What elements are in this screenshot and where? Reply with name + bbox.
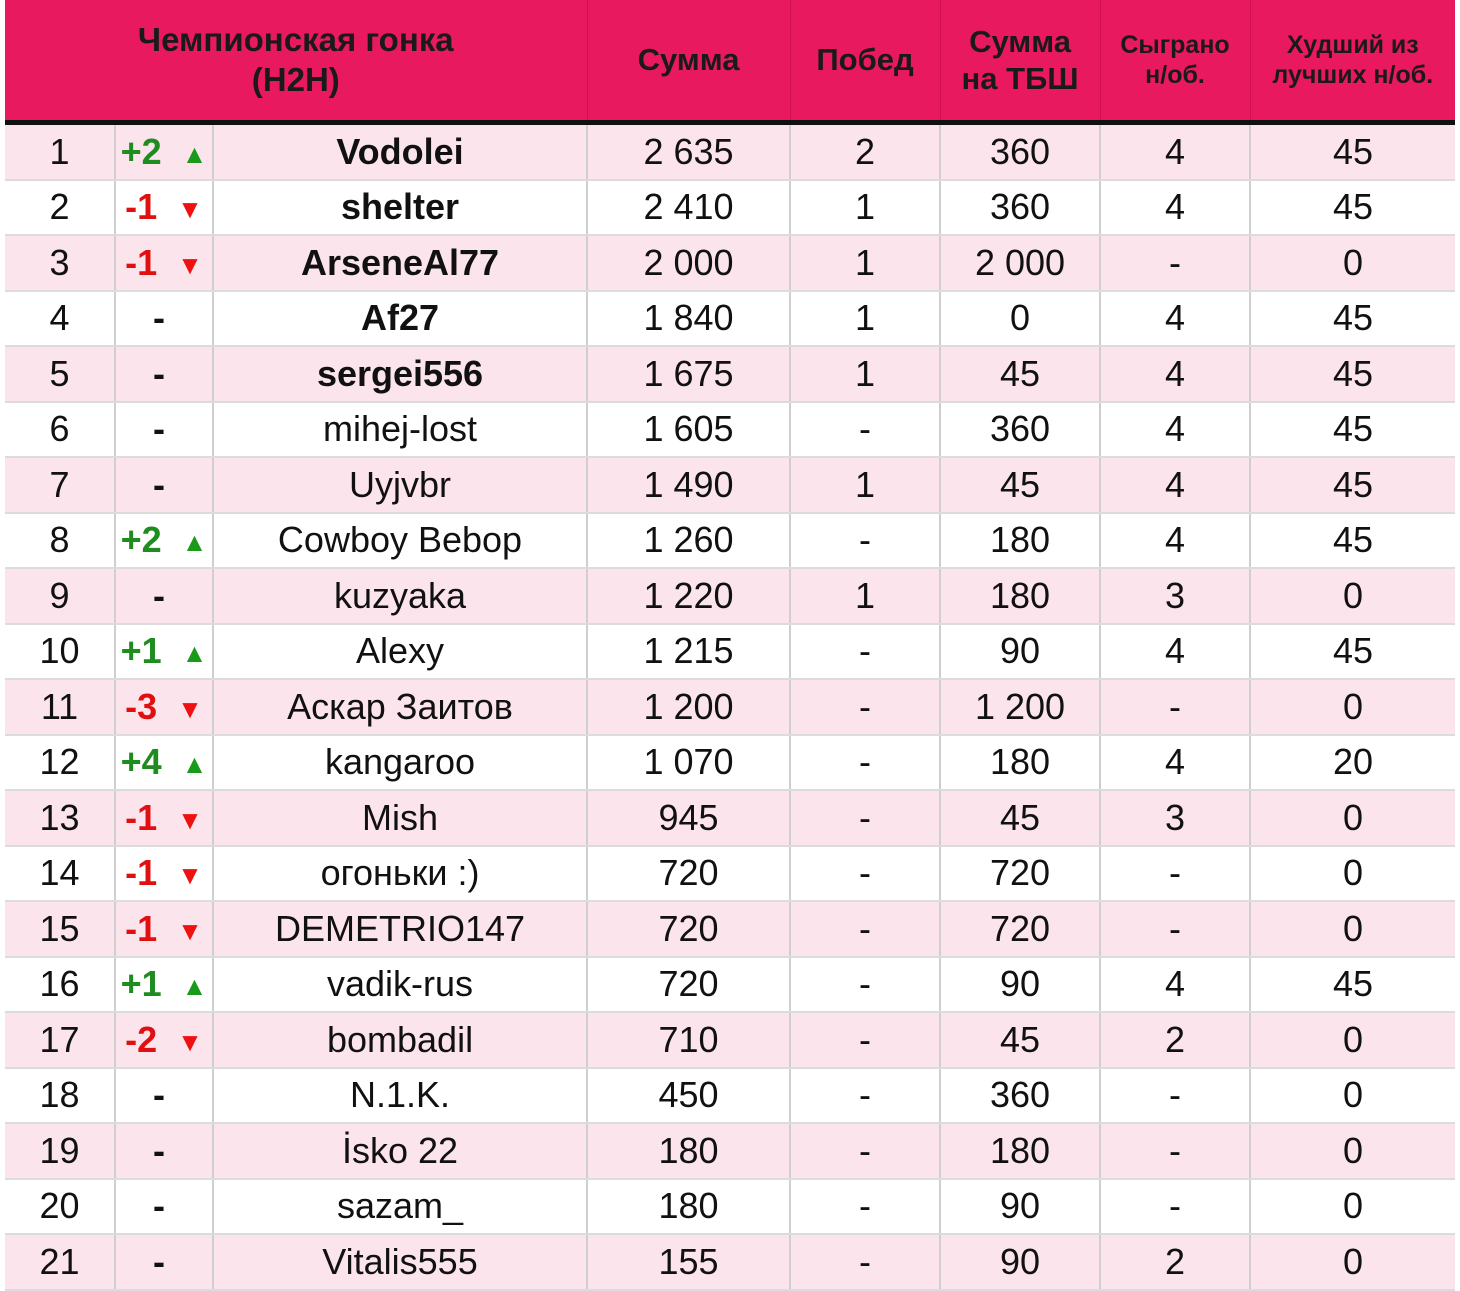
change-cell — [115, 735, 213, 791]
wins-cell: 1 — [790, 457, 940, 513]
header-wins: Побед — [790, 0, 940, 123]
change-cell — [115, 346, 213, 402]
sum-cell: 720 — [587, 846, 790, 902]
table-row — [5, 291, 1455, 347]
rank-cell: 4 — [5, 291, 115, 347]
played-cell: 4 — [1100, 457, 1250, 513]
header-row — [5, 0, 1455, 123]
wins-cell: - — [790, 402, 940, 458]
tbsh-cell: 1 200 — [940, 679, 1100, 735]
sum-cell: 450 — [587, 1068, 790, 1124]
change-cell — [115, 901, 213, 957]
change-value: -3 — [125, 685, 158, 727]
header-tbsh — [940, 0, 1100, 123]
tbsh-cell: 180 — [940, 735, 1100, 791]
tbsh-cell: 0 — [940, 291, 1100, 347]
sum-cell: 1 490 — [587, 457, 790, 513]
tbsh-cell: 2 000 — [940, 235, 1100, 291]
player-name: sergei556 — [213, 346, 587, 402]
wins-cell: - — [790, 957, 940, 1013]
triangle-down-icon: ▼ — [177, 860, 203, 891]
change-value: +2 — [120, 519, 162, 561]
player-name: İsko 22 — [213, 1123, 587, 1179]
player-name: DEMETRIO147 — [213, 901, 587, 957]
table-row — [5, 846, 1455, 902]
change-cell — [115, 1012, 213, 1068]
change-cell — [115, 457, 213, 513]
change-value: - — [153, 408, 165, 450]
change-cell — [115, 624, 213, 680]
change-cell — [115, 235, 213, 291]
header-tbsh-line1: Сумма — [969, 23, 1071, 59]
triangle-up-icon: ▲ — [181, 138, 208, 169]
worst-cell: 45 — [1250, 346, 1455, 402]
worst-cell: 45 — [1250, 402, 1455, 458]
player-name: Vodolei — [213, 123, 587, 180]
rank-cell: 13 — [5, 790, 115, 846]
change-value: -1 — [125, 907, 158, 949]
header-worst-line1: Худший из — [1286, 31, 1419, 59]
change-value: - — [153, 1185, 165, 1227]
change-cell — [115, 1179, 213, 1235]
played-cell: - — [1100, 846, 1250, 902]
rank-cell: 20 — [5, 1179, 115, 1235]
header-title-line1: Чемпионская гонка — [137, 21, 454, 59]
played-cell: - — [1100, 679, 1250, 735]
wins-cell: - — [790, 735, 940, 791]
sum-cell: 1 675 — [587, 346, 790, 402]
worst-cell: 45 — [1250, 123, 1455, 180]
player-name: sazam_ — [213, 1179, 587, 1235]
change-value: -2 — [125, 1018, 158, 1060]
sum-cell: 155 — [587, 1234, 790, 1290]
wins-cell: 1 — [790, 180, 940, 236]
table-body — [5, 123, 1455, 1290]
player-name: Af27 — [213, 291, 587, 347]
rank-cell: 11 — [5, 679, 115, 735]
header-played-line1: Сыграно — [1120, 31, 1230, 59]
played-cell: - — [1100, 1068, 1250, 1124]
table-row — [5, 402, 1455, 458]
table-row — [5, 790, 1455, 846]
worst-cell: 0 — [1250, 846, 1455, 902]
player-name: kuzyaka — [213, 568, 587, 624]
table-row — [5, 901, 1455, 957]
rank-cell: 15 — [5, 901, 115, 957]
wins-cell: - — [790, 846, 940, 902]
rank-cell: 14 — [5, 846, 115, 902]
tbsh-cell: 90 — [940, 624, 1100, 680]
table-row — [5, 624, 1455, 680]
worst-cell: 0 — [1250, 901, 1455, 957]
sum-cell: 180 — [587, 1123, 790, 1179]
wins-cell: - — [790, 790, 940, 846]
change-value: -1 — [125, 852, 158, 894]
wins-cell: 1 — [790, 568, 940, 624]
wins-cell: - — [790, 624, 940, 680]
player-name: shelter — [213, 180, 587, 236]
worst-cell: 0 — [1250, 679, 1455, 735]
tbsh-cell: 360 — [940, 180, 1100, 236]
played-cell: - — [1100, 1179, 1250, 1235]
tbsh-cell: 360 — [940, 402, 1100, 458]
header-played-line2: н/об. — [1145, 61, 1205, 89]
rank-cell: 3 — [5, 235, 115, 291]
change-cell — [115, 846, 213, 902]
sum-cell: 1 220 — [587, 568, 790, 624]
sum-cell: 180 — [587, 1179, 790, 1235]
sum-cell: 2 410 — [587, 180, 790, 236]
header-sum: Сумма — [587, 0, 790, 123]
sum-cell: 1 260 — [587, 513, 790, 569]
worst-cell: 45 — [1250, 957, 1455, 1013]
sum-cell: 1 200 — [587, 679, 790, 735]
change-value: - — [153, 352, 165, 394]
player-name: ArseneAl77 — [213, 235, 587, 291]
tbsh-cell: 180 — [940, 568, 1100, 624]
table-row — [5, 957, 1455, 1013]
played-cell: 4 — [1100, 957, 1250, 1013]
table-row — [5, 346, 1455, 402]
change-cell — [115, 180, 213, 236]
change-cell — [115, 957, 213, 1013]
rank-cell: 10 — [5, 624, 115, 680]
worst-cell: 20 — [1250, 735, 1455, 791]
player-name: Uyjvbr — [213, 457, 587, 513]
header-title-line2: (H2H) — [251, 61, 340, 98]
played-cell: 2 — [1100, 1012, 1250, 1068]
table-row — [5, 679, 1455, 735]
worst-cell: 0 — [1250, 568, 1455, 624]
change-cell — [115, 513, 213, 569]
player-name: bombadil — [213, 1012, 587, 1068]
triangle-up-icon: ▲ — [181, 749, 208, 780]
player-name: N.1.K. — [213, 1068, 587, 1124]
wins-cell: - — [790, 679, 940, 735]
player-name: Alexy — [213, 624, 587, 680]
rank-cell: 1 — [5, 123, 115, 180]
tbsh-cell: 45 — [940, 457, 1100, 513]
change-value: - — [153, 1074, 165, 1116]
table-row — [5, 1068, 1455, 1124]
rank-cell: 19 — [5, 1123, 115, 1179]
wins-cell: - — [790, 901, 940, 957]
sum-cell: 2 000 — [587, 235, 790, 291]
wins-cell: - — [790, 513, 940, 569]
change-value: +4 — [120, 741, 162, 783]
worst-cell: 45 — [1250, 624, 1455, 680]
table-row — [5, 735, 1455, 791]
table-row — [5, 513, 1455, 569]
tbsh-cell: 90 — [940, 957, 1100, 1013]
wins-cell: 2 — [790, 123, 940, 180]
rank-cell: 17 — [5, 1012, 115, 1068]
sum-cell: 1 605 — [587, 402, 790, 458]
played-cell: 4 — [1100, 180, 1250, 236]
table-row — [5, 180, 1455, 236]
worst-cell: 45 — [1250, 457, 1455, 513]
wins-cell: - — [790, 1179, 940, 1235]
change-value: -1 — [125, 186, 158, 228]
played-cell: - — [1100, 1123, 1250, 1179]
played-cell: - — [1100, 901, 1250, 957]
header-tbsh-line2: на ТБШ — [961, 61, 1079, 96]
wins-cell: - — [790, 1123, 940, 1179]
played-cell: 3 — [1100, 790, 1250, 846]
tbsh-cell: 45 — [940, 1012, 1100, 1068]
change-value: +1 — [120, 630, 162, 672]
rank-cell: 7 — [5, 457, 115, 513]
tbsh-cell: 45 — [940, 790, 1100, 846]
rank-cell: 6 — [5, 402, 115, 458]
header-played — [1100, 0, 1250, 123]
wins-cell: 1 — [790, 235, 940, 291]
worst-cell: 0 — [1250, 1179, 1455, 1235]
played-cell: 4 — [1100, 123, 1250, 180]
table-row — [5, 457, 1455, 513]
wins-cell: - — [790, 1012, 940, 1068]
rank-cell: 8 — [5, 513, 115, 569]
worst-cell: 0 — [1250, 1068, 1455, 1124]
played-cell: 3 — [1100, 568, 1250, 624]
sum-cell: 945 — [587, 790, 790, 846]
worst-cell: 45 — [1250, 180, 1455, 236]
sum-cell: 1 070 — [587, 735, 790, 791]
player-name: Mish — [213, 790, 587, 846]
change-cell — [115, 123, 213, 180]
change-cell — [115, 1234, 213, 1290]
rank-cell: 18 — [5, 1068, 115, 1124]
tbsh-cell: 180 — [940, 513, 1100, 569]
rank-cell: 21 — [5, 1234, 115, 1290]
change-value: - — [153, 463, 165, 505]
change-value: - — [153, 1129, 165, 1171]
change-value: -1 — [125, 796, 158, 838]
player-name: mihej-lost — [213, 402, 587, 458]
change-value: - — [153, 1240, 165, 1282]
header-worst-line2: лучших н/об. — [1272, 61, 1434, 89]
table-row — [5, 123, 1455, 180]
worst-cell: 0 — [1250, 1012, 1455, 1068]
sum-cell: 720 — [587, 901, 790, 957]
player-name: vadik-rus — [213, 957, 587, 1013]
wins-cell: 1 — [790, 291, 940, 347]
tbsh-cell: 720 — [940, 846, 1100, 902]
change-value: +1 — [120, 963, 162, 1005]
player-name: kangaroo — [213, 735, 587, 791]
player-name: Cowboy Bebop — [213, 513, 587, 569]
change-cell — [115, 679, 213, 735]
rank-cell: 12 — [5, 735, 115, 791]
tbsh-cell: 720 — [940, 901, 1100, 957]
tbsh-cell: 180 — [940, 1123, 1100, 1179]
header-worst — [1250, 0, 1455, 123]
played-cell: 4 — [1100, 735, 1250, 791]
wins-cell: - — [790, 1068, 940, 1124]
change-cell — [115, 291, 213, 347]
rank-cell: 9 — [5, 568, 115, 624]
table-row — [5, 568, 1455, 624]
triangle-down-icon: ▼ — [177, 194, 203, 225]
worst-cell: 0 — [1250, 235, 1455, 291]
sum-cell: 1 840 — [587, 291, 790, 347]
player-name: Vitalis555 — [213, 1234, 587, 1290]
triangle-up-icon: ▲ — [181, 971, 208, 1002]
played-cell: - — [1100, 235, 1250, 291]
triangle-down-icon: ▼ — [177, 804, 203, 835]
worst-cell: 45 — [1250, 291, 1455, 347]
triangle-up-icon: ▲ — [181, 527, 208, 558]
header-title — [5, 0, 587, 123]
change-value: - — [153, 574, 165, 616]
player-name: Аскар Заитов — [213, 679, 587, 735]
played-cell: 4 — [1100, 624, 1250, 680]
tbsh-cell: 90 — [940, 1234, 1100, 1290]
rank-cell: 16 — [5, 957, 115, 1013]
sum-cell: 1 215 — [587, 624, 790, 680]
table-row — [5, 1012, 1455, 1068]
table-row — [5, 1123, 1455, 1179]
change-value: +2 — [120, 130, 162, 172]
sum-cell: 720 — [587, 957, 790, 1013]
change-value: - — [153, 297, 165, 339]
worst-cell: 0 — [1250, 1123, 1455, 1179]
player-name: огоньки :) — [213, 846, 587, 902]
tbsh-cell: 90 — [940, 1179, 1100, 1235]
worst-cell: 45 — [1250, 513, 1455, 569]
played-cell: 4 — [1100, 346, 1250, 402]
triangle-down-icon: ▼ — [177, 693, 203, 724]
change-cell — [115, 568, 213, 624]
worst-cell: 0 — [1250, 1234, 1455, 1290]
played-cell: 4 — [1100, 291, 1250, 347]
change-cell — [115, 1123, 213, 1179]
played-cell: 4 — [1100, 402, 1250, 458]
worst-cell: 0 — [1250, 790, 1455, 846]
tbsh-cell: 360 — [940, 123, 1100, 180]
rank-cell: 2 — [5, 180, 115, 236]
played-cell: 2 — [1100, 1234, 1250, 1290]
tbsh-cell: 360 — [940, 1068, 1100, 1124]
table-row — [5, 235, 1455, 291]
wins-cell: 1 — [790, 346, 940, 402]
wins-cell: - — [790, 1234, 940, 1290]
played-cell: 4 — [1100, 513, 1250, 569]
change-value: -1 — [125, 241, 158, 283]
sum-cell: 710 — [587, 1012, 790, 1068]
triangle-down-icon: ▼ — [177, 1026, 203, 1057]
change-cell — [115, 1068, 213, 1124]
sum-cell: 2 635 — [587, 123, 790, 180]
change-cell — [115, 402, 213, 458]
table-row — [5, 1179, 1455, 1235]
triangle-up-icon: ▲ — [181, 638, 208, 669]
triangle-down-icon: ▼ — [177, 249, 203, 280]
standings-table — [5, 0, 1455, 1291]
table-row — [5, 1234, 1455, 1290]
rank-cell: 5 — [5, 346, 115, 402]
change-cell — [115, 790, 213, 846]
triangle-down-icon: ▼ — [177, 915, 203, 946]
tbsh-cell: 45 — [940, 346, 1100, 402]
